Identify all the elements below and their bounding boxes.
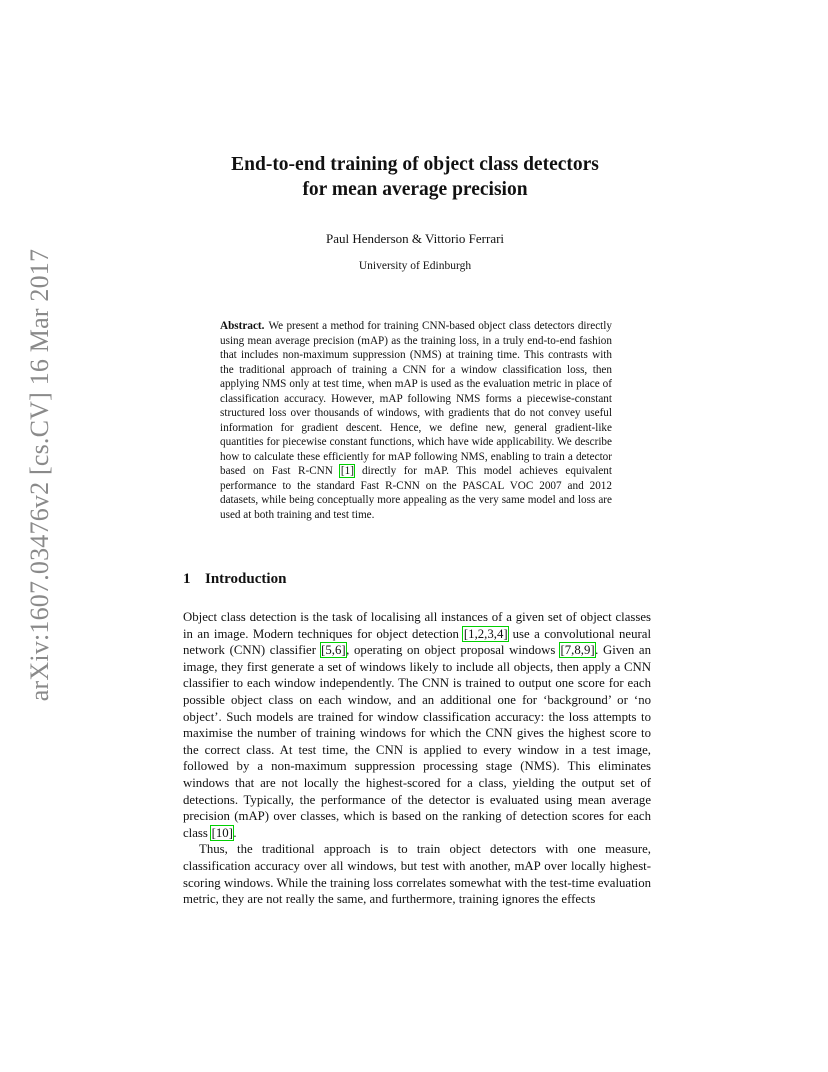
paragraph-2: Thus, the traditional approach is to train object detectors with one measure, classification accuracy over all windows, but test with another, mAP over locally highest-scoring windows. While the training loss correlates somewhat with the test-time evaluation metric, they are not really the same, and furthermore, training ignores the effects	[183, 842, 651, 907]
title-line-2: for mean average precision	[302, 179, 528, 200]
citation-link[interactable]: [1]	[340, 465, 354, 477]
body-text	[183, 609, 651, 908]
section-title: Introduction	[205, 571, 287, 587]
paper-title	[150, 152, 680, 202]
arxiv-side-stamp	[18, 248, 62, 702]
citation-link[interactable]: [1,2,3,4]	[463, 626, 508, 641]
citation-link[interactable]: [7,8,9]	[560, 643, 595, 658]
paragraph-1	[183, 609, 651, 841]
paragraph-text: use a convolutional neural network (CNN) classifier	[183, 626, 651, 658]
authors: Paul Henderson & Vittorio Ferrari	[325, 231, 505, 246]
abstract-text-b: directly for mAP. This model achieves equivalent performance to the standard Fast R-CNN on the PASCAL VOC 2007 and 2012 datasets, while being conceptually more appealing as the very same model and loss are used at both training and test time.	[220, 465, 613, 521]
paragraph-text: Object class detection is the task of localising all instances of a given set of object classes in an image. Modern techniques for object detection	[183, 610, 651, 641]
paragraph-text: .	[233, 825, 237, 840]
abstract-label: Abstract.	[220, 320, 265, 332]
citation-link[interactable]: [5,6]	[321, 643, 346, 658]
section-number: 1	[183, 571, 191, 587]
paragraph-text: . Given an image, they first generate a set of windows likely to include all objects, then apply a CNN classifier to each window independently. The CNN is trained to output one score for each possible object class on each window, and an additional one for ‘background’ or ‘no object’. Such models are trained for window classification accuracy: the loss attempts to maximise the number of training windows for which the CNN gives the highest score to the correct class. At test time, the CNN is applied to every window in a test image, followed by a non-maximum suppression processing stage (NMS). This eliminates windows that are not locally the highest-scored for a class, yielding the output set of detections. Typically, the performance of the detector is evaluated using mean average precision (mAP) over classes, which is based on the ranking of detection scores for each class	[183, 643, 651, 840]
title-line-1: End-to-end training of object class detectors	[231, 154, 599, 175]
paragraph-text: , operating on object proposal windows	[346, 643, 560, 658]
abstract-text-a: We present a method for training CNN-based object class detectors directly using mean average precision (mAP) as the training loss, in a truly end-to-end fashion that includes non-maximum suppression (NMS) at training time. This contrasts with the traditional approach of training a CNN for a window classification loss, then applying NMS only at test time, when mAP is used as the evaluation metric in place of classification accuracy. However, mAP following NMS forms a piecewise-constant structured loss over thousands of windows, with gradients that do not convey useful information for gradient descent. Hence, we define new, general gradient-like quantities for piecewise constant functions, which have wide applicability. We describe how to calculate these efficiently for mAP following NMS, enabling to train a detector based on Fast R-CNN	[220, 320, 612, 477]
affiliation: University of Edinburgh	[358, 260, 472, 272]
abstract	[220, 319, 612, 522]
citation-link[interactable]: [10]	[211, 825, 233, 840]
section-heading	[183, 571, 286, 588]
arxiv-identifier: arXiv:1607.03476v2 [cs.CV] 16 Mar 2017	[25, 248, 54, 702]
